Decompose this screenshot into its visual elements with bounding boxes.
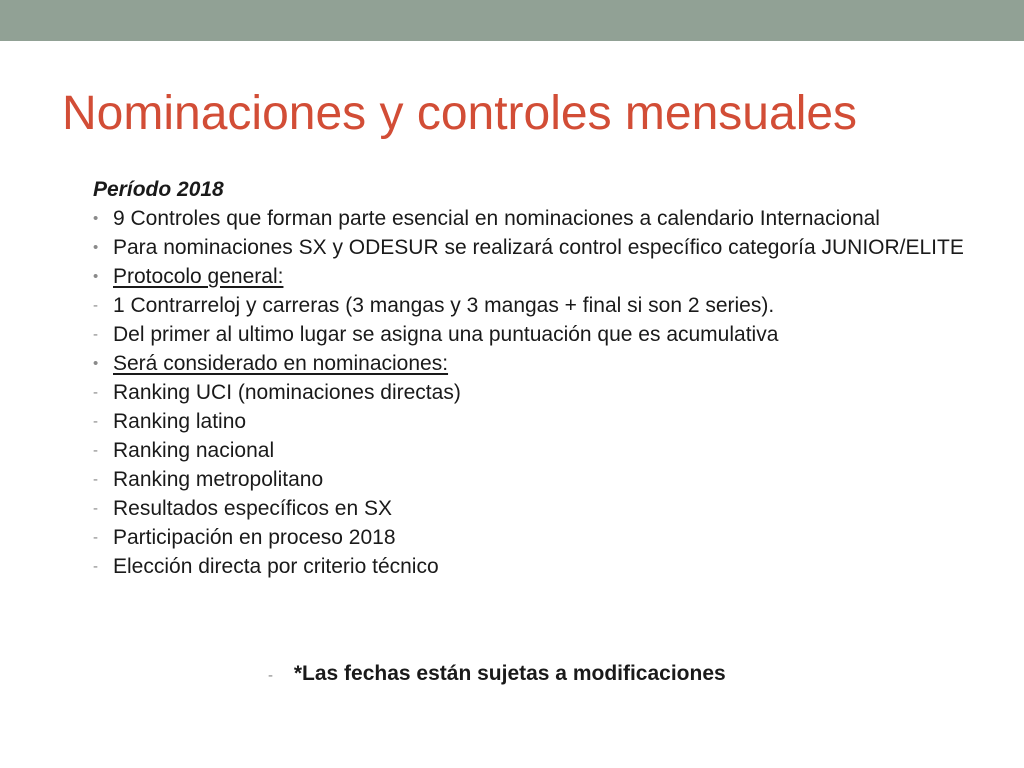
dash-text: Ranking latino — [113, 410, 247, 433]
dash-text: Elección directa por criterio técnico — [113, 555, 439, 578]
dash-item — [93, 323, 973, 347]
dash-text: Resultados específicos en SX — [113, 497, 392, 520]
slide-body — [93, 178, 973, 584]
considered-heading: Será considerado en nominaciones: — [113, 352, 449, 375]
dash-marker: - — [93, 529, 98, 546]
bullet-item — [93, 207, 973, 231]
dash-text: Del primer al ultimo lugar se asigna una puntuación que es acumulativa — [113, 323, 779, 346]
bullet-marker: • — [93, 210, 99, 227]
bullet-marker: • — [93, 355, 99, 372]
dash-marker: - — [93, 500, 98, 517]
dash-marker: - — [93, 297, 98, 314]
dash-marker: - — [93, 326, 98, 343]
dash-item — [93, 555, 973, 579]
bullet-text: 9 Controles que forman parte esencial en nominaciones a calendario Internacional — [113, 207, 880, 230]
dash-marker: - — [93, 384, 98, 401]
period-heading: Período 2018 — [93, 178, 224, 201]
dash-item — [93, 497, 973, 521]
bullet-marker: • — [93, 239, 99, 256]
bullet-item — [93, 265, 973, 289]
dash-text: Ranking metropolitano — [113, 468, 324, 491]
dash-item — [93, 410, 973, 434]
dash-marker: - — [93, 471, 98, 488]
dash-text: 1 Contrarreloj y carreras (3 mangas y 3 mangas + final si son 2 series). — [113, 294, 775, 317]
dash-marker: - — [268, 667, 273, 684]
dash-item — [93, 526, 973, 550]
dash-marker: - — [93, 558, 98, 575]
dash-text: Ranking UCI (nominaciones directas) — [113, 381, 461, 404]
footnote — [268, 662, 726, 688]
dash-item — [93, 381, 973, 405]
bullet-text: Para nominaciones SX y ODESUR se realizará control específico categoría JUNIOR/ELITE — [113, 236, 964, 259]
dash-marker: - — [93, 442, 98, 459]
footnote-text: *Las fechas están sujetas a modificaciones — [293, 662, 726, 685]
bullet-marker: • — [93, 268, 99, 285]
bullet-item — [93, 236, 973, 260]
dash-item — [93, 468, 973, 492]
top-color-band — [0, 0, 1024, 41]
dash-marker: - — [93, 413, 98, 430]
bullet-item — [93, 352, 973, 376]
protocol-heading: Protocolo general: — [113, 265, 284, 288]
slide-title: Nominaciones y controles mensuales — [62, 87, 858, 140]
dash-item — [93, 294, 973, 318]
dash-text: Ranking nacional — [113, 439, 275, 462]
dash-item — [93, 439, 973, 463]
dash-text: Participación en proceso 2018 — [113, 526, 396, 549]
